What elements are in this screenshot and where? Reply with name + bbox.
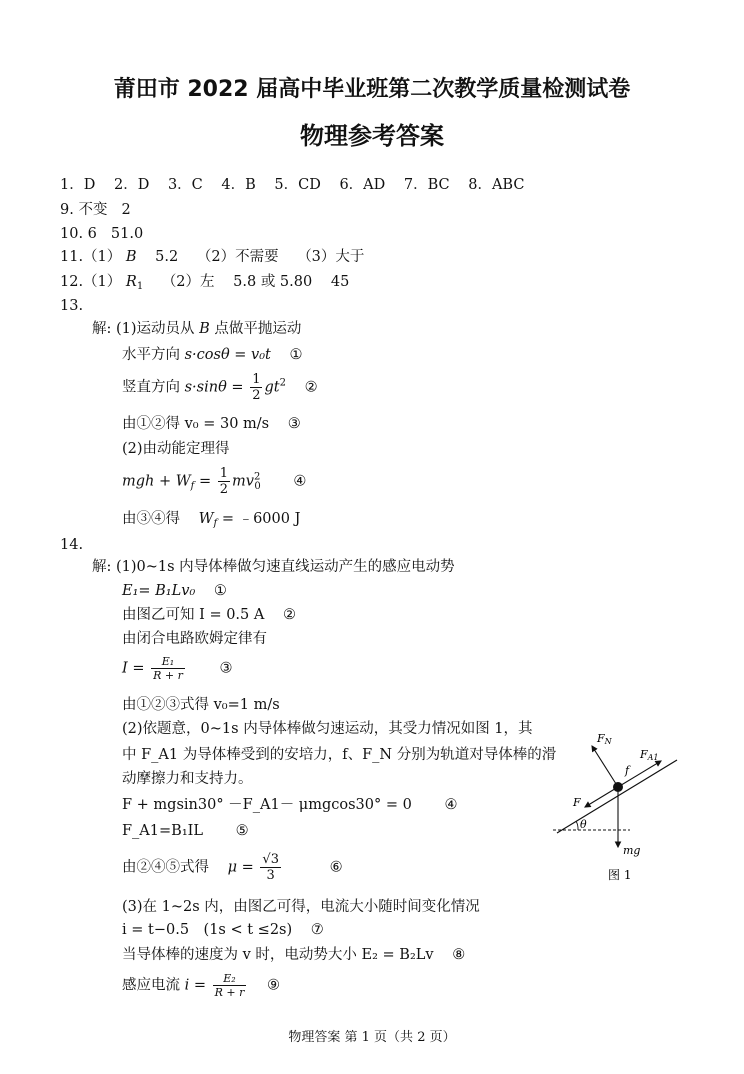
frac-den: 2 <box>252 388 261 403</box>
q13-line5: (2)由动能定理得 <box>122 441 230 457</box>
q14-mark3: ③ <box>219 660 233 677</box>
q11-answer <box>60 248 364 266</box>
frac-num: 1 <box>252 372 261 387</box>
q14-l16-label: 感应电流 <box>122 977 180 994</box>
q9-label: 9. 不变 <box>60 202 108 218</box>
mc-1: 1．D <box>60 177 96 193</box>
page-footer: 物理答案 第 1 页（共 2 页） <box>288 1030 456 1045</box>
q13-l2-label: 水平方向 <box>122 347 180 363</box>
q14-l15-text: 当导体棒的速度为 v 时，电动势大小 E₂ = B₂Lv <box>122 947 434 963</box>
label-theta: θ <box>580 818 587 831</box>
q14-line7: (2)依题意，0~1s 内导体棒做匀速运动，其受力情况如图 1，其 <box>122 721 533 737</box>
q13-line2 <box>122 346 303 364</box>
q11-part1: 11.（1） <box>60 249 122 265</box>
frac-den: 2 <box>219 482 229 497</box>
q14-line10 <box>122 796 457 814</box>
q14-line14 <box>122 921 324 939</box>
q13-line3 <box>122 372 318 403</box>
q9-answer <box>60 201 131 219</box>
q11-value: 5.2 <box>155 249 179 265</box>
q14-line11 <box>122 822 249 840</box>
q13-l1c: 点做平抛运动 <box>214 321 302 337</box>
mc-2: 2．D <box>113 177 150 193</box>
q14-line4: 由闭合电路欧姆定律有 <box>122 631 267 647</box>
mc-7: 7．BC <box>403 177 450 193</box>
q14-number: 14. <box>60 537 84 553</box>
q13-line4 <box>122 415 301 433</box>
q13-line6 <box>122 466 306 497</box>
q13-l3-g: gt <box>264 379 280 396</box>
q14-mark4: ④ <box>444 797 458 813</box>
q14-mark6: ⑥ <box>329 859 343 876</box>
frac-den: R + r <box>153 669 183 682</box>
q12-R-sub: 1 <box>136 281 144 292</box>
q14-line2 <box>122 582 227 600</box>
frac-den: R + r <box>214 986 245 999</box>
q13-l6-sub: f <box>190 480 195 492</box>
exam-title: 莆田市 2022 届高中毕业班第二次教学质量检测试卷 <box>113 77 631 102</box>
mc-6: 6．AD <box>339 177 386 193</box>
q13-mark2: ② <box>304 379 318 396</box>
q14-mark7: ⑦ <box>310 922 324 938</box>
q13-l7-label: 由③④得 <box>122 511 180 527</box>
q13-number: 13. <box>60 298 84 314</box>
q12-answer <box>60 273 349 296</box>
q13-l3-pow: 2 <box>279 377 286 389</box>
q14-line1: 解: (1)0~1s 内导体棒做匀速直线运动产生的感应电动势 <box>92 559 455 575</box>
mc-8: 8．ABC <box>468 177 525 193</box>
q14-line8: 中 F_A1 为导体棒受到的安培力，f、F_N 分别为轨道对导体棒的滑 <box>122 747 557 763</box>
q13-l4-label: 由①②得 <box>122 416 180 432</box>
frac-num: E₂ <box>213 972 247 986</box>
q14-mark5: ⑤ <box>235 823 249 839</box>
q13-l1b: B <box>199 321 210 337</box>
fraction-ohm <box>151 655 185 682</box>
q14-l10-eq: F + mgsin30° －F_A1－ μmgcos30° = 0 <box>122 797 412 813</box>
q14-mark2: ② <box>282 607 296 623</box>
q13-l4-eq: v₀ = 30 m/s <box>184 416 270 432</box>
label-f: f <box>625 764 630 777</box>
q14-line15 <box>122 946 465 964</box>
q13-mark1: ① <box>289 347 303 363</box>
fraction-half <box>250 372 262 403</box>
q12-R: R <box>125 274 137 290</box>
fraction-half-2 <box>218 466 230 497</box>
q12-part1: 12.（1） <box>60 274 122 290</box>
answer-subtitle: 物理参考答案 <box>300 122 444 150</box>
frac-num: E₁ <box>151 655 185 669</box>
q13-l1a: 解: (1)运动员从 <box>92 321 195 337</box>
q10-answer <box>60 225 143 243</box>
mc-5: 5．CD <box>274 177 321 193</box>
frac-den: 3 <box>266 868 275 883</box>
q14-line9: 动摩擦力和支持力。 <box>122 771 253 787</box>
q13-l7-val: = ﹣6000 J <box>217 511 301 527</box>
label-mg: mg <box>623 844 641 857</box>
q14-line6: 由①②③式得 v₀=1 m/s <box>122 697 280 713</box>
q13-line1 <box>92 320 301 338</box>
q10-label: 10. 6 <box>60 226 97 242</box>
frac-num: 1 <box>219 466 229 481</box>
q13-l3-eq: s·sinθ = <box>184 379 244 396</box>
q12-part2: （2）左 <box>161 274 215 290</box>
q14-l5-I: I = <box>122 660 145 677</box>
q13-l7-sub: f <box>213 518 218 529</box>
fraction-current <box>213 972 247 999</box>
mc-answers <box>60 176 524 194</box>
q11-part2: （2）不需要 <box>196 249 279 265</box>
q14-l12-label: 由②④⑤式得 <box>122 859 209 876</box>
mc-3: 3．C <box>167 177 203 193</box>
force-diagram <box>545 722 685 887</box>
q14-mark9: ⑨ <box>267 977 280 994</box>
q14-l3-text: 由图乙可知 I = 0.5 A <box>122 607 265 623</box>
q13-l3-label: 竖直方向 <box>122 379 180 396</box>
q12-value3: 45 <box>330 274 350 290</box>
q14-line3 <box>122 606 296 624</box>
q13-mark3: ③ <box>287 416 301 432</box>
q14-l16-i: i = <box>184 977 207 994</box>
fn-arrow <box>592 746 618 787</box>
q14-l12-mu: μ = <box>227 859 254 876</box>
fraction-root3 <box>260 852 281 883</box>
q13-l6-eq: mgh + W <box>122 473 191 490</box>
q14-line5 <box>122 655 232 682</box>
q13-l6-equals: = <box>194 473 212 490</box>
q13-line7 <box>122 510 300 533</box>
q12-value2: 5.8 或 5.80 <box>233 274 313 290</box>
q13-mark4: ④ <box>293 473 307 490</box>
q13-l6-mv: mv <box>232 473 254 490</box>
q11-part3: （3）大于 <box>297 249 365 265</box>
label-FN: FN <box>597 732 612 746</box>
q13-l6-pow: 2 <box>253 471 261 483</box>
q13-l6-v0sub: 0 <box>254 480 261 492</box>
q14-line13: (3)在 1~2s 内，由图乙可得，电流大小随时间变化情况 <box>122 899 480 915</box>
figure-caption: 图 1 <box>608 868 632 882</box>
q10-value: 51.0 <box>110 226 144 242</box>
label-FA1: FA1 <box>640 748 659 762</box>
frac-num: √3 <box>262 852 279 867</box>
q14-mark1: ① <box>213 583 227 599</box>
q13-l7-W: W <box>198 511 214 527</box>
q9-value: 2 <box>121 202 131 218</box>
mc-4: 4．B <box>221 177 256 193</box>
q14-l11-eq: F_A1=B₁IL <box>122 823 203 839</box>
theta-arc <box>576 821 578 830</box>
F-arrow <box>585 787 618 807</box>
label-F: F <box>573 796 581 809</box>
q11-B: B <box>125 249 137 265</box>
q14-line16 <box>122 972 280 999</box>
q14-line12 <box>122 852 343 883</box>
q14-l2-eq: E₁= B₁Lv₀ <box>122 583 196 599</box>
q14-l14-eq: i = t−0.5 (1s < t ≤2s) <box>122 922 293 938</box>
q13-l2-eq: s·cosθ = v₀t <box>184 347 271 363</box>
q14-mark8: ⑧ <box>452 947 466 963</box>
